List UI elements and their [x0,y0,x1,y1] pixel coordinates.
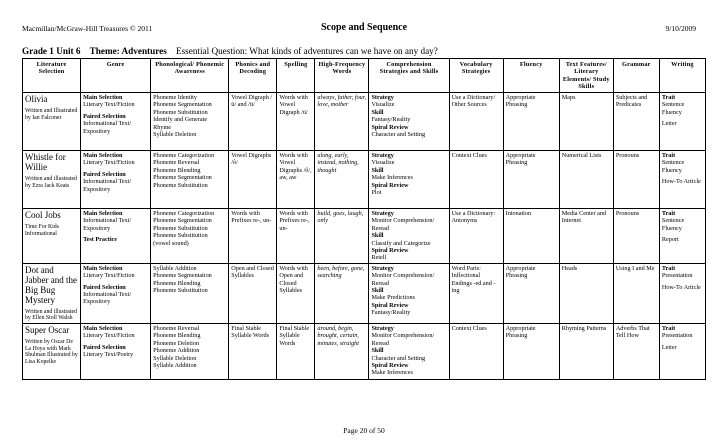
selection-author: Written and Illustrated by Ian Falconer [25,108,78,121]
paired-genre: Informational Text/ Expository [83,120,132,135]
col-header: Writing [659,59,705,93]
phonemic-item: Phoneme Deletion [153,339,200,347]
publisher-text: Macmillan/McGraw-Hill Treasures © 2011 [22,24,153,33]
strategy-label: Strategy [371,152,394,159]
phonemic-item: Syllable Deletion [153,131,197,139]
grade-line [22,46,706,56]
trait-text: Presentation [661,332,693,340]
grammar-text: Pronouns [615,210,640,217]
spelling-text: Words with Prefixes re-, un- [279,210,310,232]
text-features-cell [559,93,613,151]
review-text: Character and Setting [371,131,426,139]
comprehension-cell [369,209,449,264]
writing-cell [659,93,705,151]
selection-title: Olivia [25,94,48,104]
hf-words-cell [315,324,369,380]
strategy-text: Monitor Comprehension/ Reread [371,272,435,287]
strategy-text: Monitor Comprehension/ Reread [371,217,435,232]
hf-words-cell [315,93,369,151]
fluency-text: Intonation [505,210,532,217]
selection-author: Written and illustrated by Ellen Stoll Walsh [25,308,77,322]
phonemic-item: Phoneme Blending [153,332,201,340]
text-features-text: Numerical Lists [561,152,602,159]
grammar-cell [613,151,659,209]
review-label: Spiral Review [371,247,409,255]
phonemic-cell [151,324,229,380]
writing-cell [659,324,705,380]
comprehension-cell [369,263,449,323]
col-header: Grammar [613,59,659,93]
main-genre: Literary Text/Fiction [83,101,135,109]
vocab-text: Use a Dictionary/ Other Sources [451,94,496,109]
text-features-cell [559,324,613,380]
phonemic-item: Phoneme Substitution [153,108,208,116]
hf-words-cell [315,209,369,264]
scope-sequence-table [22,58,706,380]
writing-cell [659,263,705,323]
vocab-cell [449,93,503,151]
writing-task: How-To Article [661,178,701,186]
phonemic-item: Phoneme Segmentation [153,272,212,280]
unit-label: Grade 1 Unit 6 [22,46,81,56]
text-features-text: Heads [561,264,578,272]
writing-cell [659,151,705,209]
vocab-text: Word Parts: Inflectional Endings -ed and -ing [451,264,496,295]
trait-text: Presentation [661,272,693,280]
main-label: Main Selection [83,94,123,101]
literature-cell [23,324,81,380]
phonemic-item: Phoneme Substitution [153,181,208,189]
selection-title: Whistle for Willie [25,152,66,172]
page-number: Page 20 of 50 [343,426,385,435]
spelling-cell [277,324,315,380]
vocab-cell [449,263,503,323]
phonemic-item: Phoneme Blending [153,166,201,174]
writing-task: Letter [661,120,677,128]
strategy-text: Visualize [371,101,395,109]
fluency-text: Appropriate Phrasing [505,94,536,109]
review-text: Fantasy/Reality [371,309,411,317]
writing-cell [659,209,705,264]
main-label: Main Selection [83,152,123,159]
grammar-text: Adverbs That Tell How [615,325,650,340]
page-header [22,22,706,36]
skill-text: Classify and Categorize [371,239,431,247]
selection-title: Cool Jobs [25,210,61,220]
col-header: Literature Selection [23,59,81,93]
spelling-text: Final Stable Syllable Words [279,325,310,347]
phonemic-item: Phoneme Substitution [153,224,208,232]
col-header: High-Frequency Words [315,59,369,93]
phonics-text: Vowel Digraph /ū/ and /ü/ [231,94,273,109]
phonics-text: Vowel Digraphs /ô/ [231,152,272,167]
phonemic-item: Phoneme Addition [153,347,200,355]
phonics-cell [229,151,277,209]
literature-cell [23,151,81,209]
table-header-row [23,59,706,93]
document-title: Scope and Sequence [320,22,408,33]
grammar-text: Subjects and Predicates [615,94,648,109]
skill-text: Make Predictions [371,294,415,302]
fluency-cell [503,151,559,209]
paired-label: Paired Selection [83,283,126,291]
phonics-cell [229,209,277,264]
paired-genre: Informational Text/ Expository [83,291,132,306]
phonemic-item: Phoneme Substitution [153,232,208,240]
hf-words-cell [315,263,369,323]
paired-label: Paired Selection [83,343,126,351]
skill-label: Skill [371,232,384,240]
text-features-cell [559,263,613,323]
table-row [23,324,706,380]
spelling-text: Words with Vowel Digraphs /ô/, aw, aw [279,152,312,182]
phonemic-item: Phoneme Segmentation [153,217,212,225]
trait-label: Trait [661,152,676,159]
genre-cell [81,324,151,380]
paired-label: Paired Selection [83,170,126,178]
writing-task: Letter [661,343,677,351]
strategy-text: Monitor Comprehension/ Reread [371,332,435,347]
phonemic-item: Phoneme Segmentation [153,101,212,109]
col-header: Fluency [503,59,559,93]
col-header: Spelling [277,59,315,93]
strategy-label: Strategy [371,210,394,217]
spelling-cell [277,93,315,151]
review-label: Spiral Review [371,301,409,309]
phonemic-item: Identify and Generate Rhyme [153,116,208,131]
phonemic-item: Phoneme Blending [153,279,201,287]
col-header: Text Features/ Literary Elements/ Study Skills [559,59,613,93]
selection-title: Dot and Jabber and the Big Bug Mystery [25,264,77,305]
table-row [23,151,706,209]
strategy-label: Strategy [371,325,394,333]
genre-cell [81,209,151,264]
phonics-text: Final Stable Syllable Words [231,325,269,340]
hf-words: along, early, instead, nothing, thought [317,152,359,174]
col-header: Phonics and Decoding [229,59,277,93]
grammar-cell [613,324,659,380]
phonemic-item: Phoneme Reversal [153,325,200,333]
col-header: Genre [81,59,151,93]
phonemic-cell [151,209,229,264]
selection-title: Super Oscar [25,325,70,336]
trait-label: Trait [661,94,676,101]
text-features-text: Rhyming Patterns [561,325,607,333]
phonics-cell [229,263,277,323]
phonemic-item: Phoneme Categorization [153,152,215,159]
comprehension-cell [369,151,449,209]
trait-text: Sentence Fluency [661,217,685,232]
literature-cell [23,93,81,151]
grammar-text: Using I and Me [615,264,655,272]
selection-author: Written and illustrated by Ezra Jack Keats [25,176,77,189]
spelling-cell [277,151,315,209]
writing-task: Report [661,236,679,244]
phonemic-item: Syllable Addition [153,264,197,272]
paired-genre: Informational Text/ Expository [83,178,132,193]
vocab-text: Context Clues [451,325,487,333]
phonemic-item: Syllable Addition [153,362,197,370]
trait-text: Sentence Fluency [661,159,685,174]
fluency-cell [503,324,559,380]
col-header: Vocabulary Strategies [449,59,503,93]
vocab-text: Use a Dictionary: Antonyms [451,210,496,225]
text-features-cell [559,151,613,209]
theme-label: Theme: Adventures [89,46,167,56]
main-genre: Informational Text/ Expository [83,217,132,232]
spelling-text: Words with Open and Closed Syllables [279,264,308,295]
review-text: Retell [371,254,387,262]
grammar-cell [613,93,659,151]
genre-cell [81,151,151,209]
hf-words: always, father, four, love, mother [317,94,367,109]
literature-cell [23,209,81,264]
fluency-text: Appropriate Phrasing [505,152,536,167]
skill-label: Skill [371,347,384,355]
phonemic-item: Syllable Deletion [153,354,197,362]
grammar-text: Pronouns [615,152,640,159]
paired-genre: Literary Text/Poetry [83,351,134,359]
phonics-cell [229,93,277,151]
vocab-cell [449,151,503,209]
main-label: Main Selection [83,210,123,217]
paired-label: Test Practice [83,236,118,244]
genre-cell [81,93,151,151]
table-row [23,93,706,151]
essential-question: Essential Question: What kinds of adventures can we have on any day? [175,46,438,56]
skill-label: Skill [371,108,384,116]
paired-label: Paired Selection [83,112,126,120]
vocab-cell [449,209,503,264]
strategy-label: Strategy [371,264,394,272]
trait-label: Trait [661,264,676,272]
phonemic-item: Phoneme Categorization [153,210,215,217]
comprehension-cell [369,324,449,380]
trait-text: Sentence Fluency [661,101,685,116]
selection-author: Written by Oscar De La Hoya with Mark Shulman Illustrated by Lisa Kopelke [25,339,78,365]
phonemic-cell [151,151,229,209]
selection-author: Time For Kids Informational [25,224,59,237]
spelling-cell [277,263,315,323]
fluency-text: Appropriate Phrasing [505,325,536,340]
table-row [23,209,706,264]
table-row [23,263,706,323]
genre-cell [81,263,151,323]
phonics-text: Open and Closed Syllables [231,264,274,280]
spelling-text: Words with Vowel Digraph /ū/ [279,94,308,116]
writing-task: How-To Article [661,283,701,291]
comprehension-cell [369,93,449,151]
vocab-cell [449,324,503,380]
review-label: Spiral Review [371,123,409,131]
phonics-cell [229,324,277,380]
trait-label: Trait [661,210,676,217]
vocab-text: Context Clues [451,152,487,159]
strategy-text: Visualize [371,159,395,167]
review-label: Spiral Review [371,362,409,370]
hf-words: been, before, gone, searching [317,264,365,280]
main-genre: Literary Text/Fiction [83,272,135,280]
skill-text: Character and Setting [371,354,426,362]
review-text: Make Inferences [371,369,413,377]
main-genre: Literary Text/Fiction [83,332,135,340]
date-text: 9/10/2009 [665,24,696,33]
review-label: Spiral Review [371,181,409,189]
trait-label: Trait [661,325,676,333]
hf-words: around, begin, brought, certain, minutes, straight [317,325,359,347]
text-features-text: Maps [561,94,576,101]
phonemic-item: (vowel sound) [153,239,189,247]
hf-words-cell [315,151,369,209]
phonics-text: Words with Prefixes re-, un- [231,210,272,225]
phonemic-item: Phoneme Segmentation [153,174,212,182]
phonemic-item: Phoneme Identity [153,94,197,101]
skill-text: Fantasy/Reality [371,116,411,124]
phonemic-item: Phoneme Substitution [153,287,208,295]
grammar-cell [613,209,659,264]
literature-cell [23,263,81,323]
main-genre: Literary Text/Fiction [83,159,135,167]
phonemic-cell [151,263,229,323]
skill-label: Skill [371,287,384,295]
skill-text: Make Inferences [371,174,413,182]
fluency-cell [503,209,559,264]
text-features-text: Media Center and Internet [561,210,607,225]
strategy-label: Strategy [371,94,394,101]
spelling-cell [277,209,315,264]
main-label: Main Selection [83,264,123,272]
hf-words: build, goes, laugh, only [317,210,364,225]
text-features-cell [559,209,613,264]
review-text: Plot [371,189,382,197]
main-label: Main Selection [83,325,123,333]
fluency-cell [503,263,559,323]
phonemic-cell [151,93,229,151]
col-header: Phonological/ Phonemic Awareness [151,59,229,93]
skill-label: Skill [371,166,384,174]
fluency-text: Appropriate Phrasing [505,264,536,280]
fluency-cell [503,93,559,151]
grammar-cell [613,263,659,323]
col-header: Comprehension Strategies and Skills [369,59,449,93]
phonemic-item: Phoneme Reversal [153,159,200,167]
